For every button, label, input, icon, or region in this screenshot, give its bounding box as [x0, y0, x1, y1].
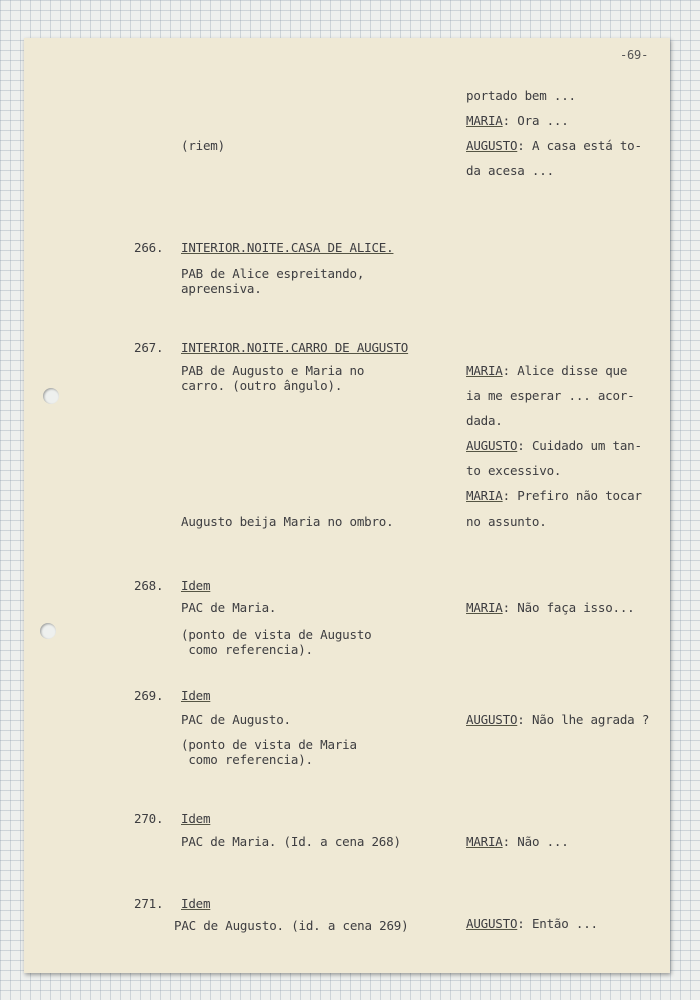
dialogue-text: A casa está to-	[531, 138, 642, 153]
dialogue-line: portado bem ...	[466, 88, 576, 103]
action-line: PAC de Maria. (Id. a cena 268)	[181, 834, 401, 849]
dialogue-line: MARIA: Ora ...	[466, 113, 569, 128]
speaker-name: AUGUSTO	[466, 138, 518, 153]
dialogue-text: Alice disse que	[517, 363, 628, 378]
dialogue-text: Não ...	[517, 834, 569, 849]
action-line: PAB de Alice espreitando,	[181, 266, 365, 281]
speaker-name: MARIA	[466, 363, 503, 378]
binder-hole-bottom	[40, 623, 56, 639]
dialogue-line: no assunto.	[466, 514, 547, 529]
scene-number: 266.	[134, 240, 164, 255]
dialogue-text: Prefiro não tocar	[517, 488, 642, 503]
dialogue-line: MARIA: Não faça isso...	[466, 600, 635, 615]
scene-heading: INTERIOR.NOITE.CARRO DE AUGUSTO	[181, 340, 409, 355]
speaker-name: MARIA	[466, 600, 503, 615]
scene-number: 267.	[134, 340, 164, 355]
page-number: -69-	[620, 48, 649, 62]
action-line: PAC de Maria.	[181, 600, 277, 615]
dialogue-line: to excessivo.	[466, 463, 562, 478]
dialogue-line: MARIA: Não ...	[466, 834, 569, 849]
scene-heading: INTERIOR.NOITE.CASA DE ALICE.	[181, 240, 394, 255]
dialogue-line: da acesa ...	[466, 163, 554, 178]
speaker-name: MARIA	[466, 834, 503, 849]
scene-heading: Idem	[181, 578, 211, 593]
scene-heading: Idem	[181, 811, 211, 826]
dialogue-line: AUGUSTO: A casa está to-	[466, 138, 642, 153]
dialogue-text: Cuidado um tan-	[531, 438, 642, 453]
speaker-name: AUGUSTO	[466, 712, 518, 727]
action-line: apreensiva.	[181, 281, 262, 296]
scene-number: 269.	[134, 688, 164, 703]
speaker-name: AUGUSTO	[466, 438, 518, 453]
action-line: como referencia).	[181, 642, 313, 657]
scene-heading: Idem	[181, 896, 211, 911]
action-line: (riem)	[181, 138, 225, 153]
dialogue-text: Então ...	[531, 916, 598, 931]
scene-number: 268.	[134, 578, 164, 593]
speaker-name: MARIA	[466, 113, 503, 128]
dialogue-line: AUGUSTO: Cuidado um tan-	[466, 438, 642, 453]
dialogue-text: Não lhe agrada ?	[531, 712, 650, 727]
action-line: (ponto de vista de Maria	[181, 737, 357, 752]
binder-hole-top	[43, 388, 59, 404]
dialogue-text: Não faça isso...	[517, 600, 635, 615]
scene-number: 271.	[134, 896, 164, 911]
action-line: Augusto beija Maria no ombro.	[181, 514, 394, 529]
dialogue-text: Ora ...	[517, 113, 569, 128]
action-line: PAB de Augusto e Maria no	[181, 363, 365, 378]
dialogue-line: MARIA: Alice disse que	[466, 363, 628, 378]
action-line: carro. (outro ângulo).	[181, 378, 343, 393]
scene-heading: Idem	[181, 688, 211, 703]
action-line: PAC de Augusto.	[181, 712, 291, 727]
script-page	[24, 38, 670, 973]
action-line: (ponto de vista de Augusto	[181, 627, 372, 642]
speaker-name: AUGUSTO	[466, 916, 518, 931]
dialogue-line: dada.	[466, 413, 503, 428]
dialogue-line: AUGUSTO: Então ...	[466, 916, 598, 931]
speaker-name: MARIA	[466, 488, 503, 503]
dialogue-line: MARIA: Prefiro não tocar	[466, 488, 642, 503]
action-line: como referencia).	[181, 752, 313, 767]
dialogue-line: AUGUSTO: Não lhe agrada ?	[466, 712, 650, 727]
dialogue-line: ia me esperar ... acor-	[466, 388, 635, 403]
scene-number: 270.	[134, 811, 164, 826]
action-line: PAC de Augusto. (id. a cena 269)	[174, 918, 409, 933]
